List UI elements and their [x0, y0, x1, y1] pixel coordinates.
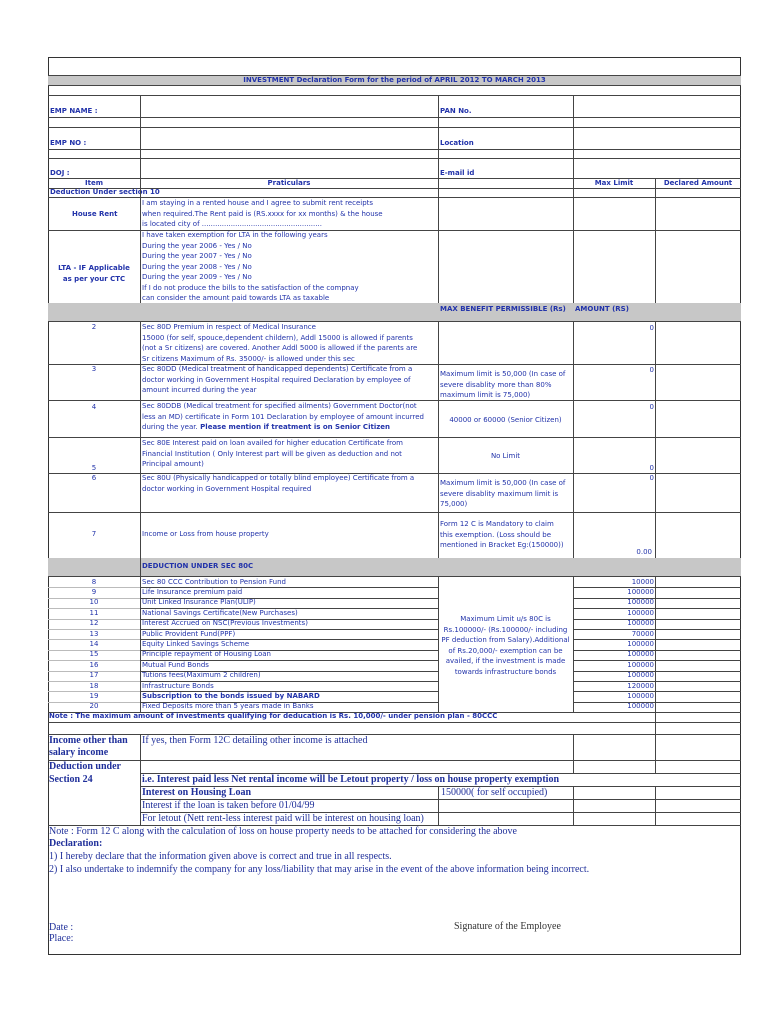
- doj-label: DOJ :: [50, 169, 70, 177]
- sec80c-note-4: of Rs.20,000/- exemption can be: [448, 646, 563, 655]
- sec80c-label: Fixed Deposits more than 5 years made in Banks: [142, 702, 314, 711]
- col-particulars: Praticulars: [267, 179, 311, 187]
- pan-field[interactable]: [573, 95, 741, 117]
- lta-label-1: LTA - IF Applicable: [58, 264, 130, 272]
- house-property-amount: 0.00: [636, 548, 652, 556]
- sec80c-limit: 100000: [627, 639, 654, 648]
- sec80c-limit: 100000: [627, 660, 654, 669]
- sec80c-label: Unit Linked Insurance Plan(ULIP): [142, 598, 256, 607]
- other-income-text: If yes, then Form 12C detailing other income is attached: [142, 735, 368, 746]
- emp-name-label: EMP NAME :: [50, 107, 98, 115]
- sec80u-limit-2: severe disablity maximum limit is: [440, 489, 559, 498]
- sec80c-heading: DEDUCTION UNDER SEC 80C: [142, 562, 254, 570]
- lta-line-1: I have taken exemption for LTA in the following years: [142, 231, 328, 239]
- sec80c-label: Subscription to the bonds issued by NABARD: [142, 691, 320, 700]
- place-label: Place:: [49, 933, 74, 944]
- sec80c-limit: 70000: [631, 629, 654, 638]
- house-rent-label: House Rent: [72, 210, 118, 218]
- lta-line-7: can consider the amount paid towards LTA as taxable: [142, 294, 330, 302]
- section24-label-1: Deduction under: [49, 761, 121, 772]
- col-declared-amount: Declared Amount: [663, 179, 733, 187]
- declaration-1: 1) I hereby declare that the information given above is correct and true in all respects.: [49, 851, 392, 862]
- email-label: E-mail id: [440, 169, 475, 177]
- other-income-label-1: Income other than: [49, 735, 128, 746]
- location-label: Location: [440, 139, 474, 147]
- sec80dd-line-1: Sec 80DD (Medical treatment of handicapped dependents) Certificate from a: [142, 365, 413, 373]
- signature-label: Signature of the Employee: [454, 921, 561, 932]
- sec80c-declared-field[interactable]: [656, 587, 740, 597]
- sec80c-item: 13: [89, 629, 99, 638]
- sec80ddb-line-2: less an MD) certificate in Form 101 Declaration by employee of amount incurred: [142, 412, 424, 421]
- other-income-label-2: salary income: [49, 747, 109, 758]
- sec80c-declared-field[interactable]: [656, 660, 740, 670]
- col-max-limit: Max Limit: [594, 179, 634, 187]
- sec80u-limit-3: 75,000): [440, 500, 468, 508]
- form12c-limit-1: Form 12 C is Mandatory to claim: [440, 520, 554, 528]
- form12c-limit-2: this exemption. (Loss should be: [440, 530, 552, 539]
- sec80dd-limit-3: maximum limit is 75,000): [440, 391, 531, 399]
- sec80c-item: 14: [89, 639, 99, 648]
- sec80e-limit: No Limit: [490, 452, 521, 460]
- sec80c-note-3: PF deduction from Salary).Additional: [441, 636, 570, 644]
- sec80d-line-1: Sec 80D Premium in respect of Medical Insurance: [142, 323, 316, 331]
- sec80c-note-6: towards infrastructure bonds: [454, 667, 557, 676]
- house-property-label: Income or Loss from house property: [142, 530, 269, 538]
- sec80d-amount: 0: [649, 324, 654, 332]
- sec80c-label: Public Provident Fund(PPF): [142, 629, 236, 638]
- sec80ddb-line-3: during the year. Please mention if treatment is on Senior Citizen: [142, 423, 391, 431]
- sec80c-item: 16: [89, 660, 99, 669]
- sec80u-line-2: doctor working in Government Hospital required: [142, 484, 312, 493]
- sec80c-label: Tutions fees(Maximum 2 children): [142, 671, 261, 680]
- item-5: 5: [91, 464, 97, 472]
- item-2: 2: [91, 323, 97, 331]
- sec80c-declared-field[interactable]: [656, 671, 740, 681]
- item-4: 4: [91, 403, 97, 411]
- sec80c-item: 11: [89, 608, 99, 617]
- emp-no-field[interactable]: [141, 127, 438, 149]
- sec80d-line-2: 15000 (for self, spouce,dependent childern), Addl 15000 is allowed if parents: [142, 333, 413, 342]
- housing-loan-label: Interest on Housing Loan: [142, 787, 252, 798]
- sec80e-line-2: Financial Institution ( Only Interest part will be given as deduction and not: [142, 449, 402, 458]
- lta-line-4: During the year 2008 - Yes / No: [142, 262, 252, 271]
- sec80c-item: 9: [91, 587, 97, 596]
- lta-line-6: If I do not produce the bills to the satisfaction of the compnay: [142, 283, 359, 292]
- house-rent-line-1: I am staying in a rented house and I agree to submit rent receipts: [142, 199, 374, 207]
- sec80c-note-1: Maximum Limit u/s 80C is: [460, 615, 551, 623]
- sec80u-line-1: Sec 80U (Physically handicapped or totally blind employee) Certificate from a: [142, 474, 415, 482]
- deduction-sec10-heading: Deduction Under section 10: [50, 188, 160, 196]
- sec80c-limit: 100000: [627, 598, 654, 607]
- sec80c-declared-field[interactable]: [656, 608, 740, 618]
- sec80c-limit: 120000: [627, 681, 654, 690]
- declaration-2: 2) I also undertake to indemnify the company for any loss/liability that may arise in the event of the above information being incorrect.: [49, 864, 590, 875]
- sec80c-item: 10: [89, 598, 99, 607]
- sec80c-item: 19: [89, 691, 99, 700]
- sec80d-line-3: (not a Sr citizens) are covered. Another Addl 5000 is allowed if the parents are: [142, 344, 418, 352]
- emp-name-field[interactable]: [141, 95, 438, 117]
- sec80c-label: National Savings Certificate(New Purchases): [142, 608, 298, 617]
- lta-line-5: During the year 2009 - Yes / No: [142, 273, 252, 281]
- sec80ddb-line-1: Sec 80DDB (Medical treatment for specified ailments) Government Doctor(not: [142, 402, 417, 410]
- sec80u-limit-1: Maximum limit is 50,000 (In case of: [440, 479, 566, 487]
- pan-label: PAN No.: [440, 107, 472, 115]
- form-title: INVESTMENT Declaration Form for the period of APRIL 2012 TO MARCH 2013: [243, 76, 546, 84]
- sec80c-label: Infrastructure Bonds: [142, 681, 214, 690]
- sec80c-declared-field[interactable]: [656, 598, 740, 608]
- item-6: 6: [91, 474, 97, 482]
- sec80e-line-3: Principal amount): [142, 460, 204, 468]
- sec80c-item: 18: [89, 681, 99, 690]
- section24-heading: i.e. Interest paid less Net rental income will be Letout property / loss on house property exemption: [142, 774, 560, 785]
- form12c-limit-3: mentioned in Bracket Eg:(150000)): [440, 541, 564, 549]
- location-field[interactable]: [573, 127, 741, 149]
- sec80c-declared-field[interactable]: [656, 702, 740, 712]
- sec80c-note-2: Rs.100000/- (Rs.100000/- including: [443, 625, 568, 634]
- sec80c-limit: 100000: [627, 608, 654, 617]
- sec80c-limit: 100000: [627, 702, 654, 711]
- sec80c-limit: 100000: [627, 587, 654, 596]
- sec80c-item: 17: [89, 671, 99, 680]
- max-benefit-heading: MAX BENEFIT PERMISSIBLE (Rs): [440, 305, 566, 313]
- sec80c-label: Principle repayment of Housing Loan: [142, 650, 271, 659]
- other-income-declared-field[interactable]: [655, 734, 741, 760]
- sec80c-label: Equity Linked Savings Scheme: [142, 639, 250, 648]
- house-rent-line-3: is located city of ......................................................: [142, 220, 322, 228]
- sec80c-label: Life Insurance premium paid: [142, 587, 243, 596]
- other-income-max-field[interactable]: [573, 734, 655, 760]
- sec80ddb-amount: 0: [649, 403, 654, 411]
- sec80dd-amount: 0: [649, 366, 654, 374]
- sec80c-item: 20: [89, 702, 99, 711]
- item-3: 3: [91, 365, 97, 373]
- sec80dd-limit-1: Maximum limit is 50,000 (In case of: [440, 370, 566, 378]
- sec80e-amount: 0: [649, 464, 654, 472]
- sec80c-note-5: availed, if the investment is made: [445, 657, 566, 665]
- sec80c-limit: 100000: [627, 671, 654, 680]
- sec80c-limit: 10000: [631, 577, 654, 586]
- lta-line-2: During the year 2006 - Yes / No: [142, 241, 252, 250]
- lta-label-2: as per your CTC: [62, 274, 126, 283]
- sec80c-declared-field[interactable]: [656, 639, 740, 649]
- doj-field[interactable]: [141, 158, 438, 178]
- sec80c-declared-field[interactable]: [656, 691, 740, 701]
- sec80c-declared-field[interactable]: [656, 681, 740, 691]
- pension-note: Note : The maximum amount of investments qualifying for deducation is Rs. 10,000/- under pension plan - 80CCC: [49, 712, 498, 720]
- sec80c-item: 12: [89, 619, 99, 628]
- sec80ddb-limit: 40000 or 60000 (Senior Citizen): [449, 416, 562, 424]
- sec80c-item: 15: [89, 650, 99, 659]
- sec80c-label: Sec 80 CCC Contribution to Pension Fund: [142, 577, 286, 586]
- sec80c-declared-field[interactable]: [656, 629, 740, 639]
- house-rent-line-2: when required.The Rent paid is (RS.xxxx for xx months) & the house: [142, 209, 383, 218]
- emp-no-label: EMP NO :: [50, 139, 87, 147]
- sec80c-declared-field[interactable]: [656, 577, 740, 587]
- sec80e-line-1: Sec 80E Interest paid on loan availed for higher education Certificate from: [142, 439, 403, 447]
- amount-rs-heading: AMOUNT (RS): [575, 305, 629, 313]
- sec80c-item: 8: [91, 577, 97, 586]
- before-1999-label: Interest if the loan is taken before 01/04/99: [142, 800, 315, 811]
- sec80dd-limit-2: severe disablity more than 80%: [440, 380, 552, 389]
- section24-label-2: Section 24: [49, 774, 93, 785]
- sec80c-declared-field[interactable]: [656, 650, 740, 660]
- declaration-title: Declaration:: [49, 838, 103, 849]
- sec80c-limit: 100000: [627, 619, 654, 628]
- sec80d-line-4: Sr citizens Maximum of Rs. 35000/- is allowed under this sec: [142, 354, 355, 363]
- sec80c-limit: 100000: [627, 691, 654, 700]
- item-7: 7: [91, 530, 97, 538]
- sec80dd-line-2: doctor working in Government Hospital required Declaration by employee of: [142, 375, 411, 384]
- sec80dd-line-3: amount incurred during the year: [142, 386, 257, 394]
- footer-note: Note : Form 12 C along with the calculation of loss on house property needs to be attached for considering the above: [49, 826, 517, 837]
- sec80c-declared-field[interactable]: [656, 619, 740, 629]
- col-item: Item: [85, 179, 103, 187]
- lta-line-3: During the year 2007 - Yes / No: [142, 252, 252, 260]
- housing-loan-limit: 150000( for self occupied): [441, 787, 548, 798]
- email-field[interactable]: [573, 158, 741, 178]
- date-label: Date :: [49, 922, 74, 933]
- letout-label: For letout (Nett rent-less interest paid will be interest on housing loan): [142, 813, 424, 824]
- max-benefit-band: [48, 303, 741, 321]
- sec80u-amount: 0: [649, 474, 654, 482]
- sec80c-label: Mutual Fund Bonds: [142, 660, 209, 669]
- sec80c-label: Interest Accrued on NSC(Previous Investments): [142, 619, 308, 628]
- sec80c-limit: 100000: [627, 650, 654, 659]
